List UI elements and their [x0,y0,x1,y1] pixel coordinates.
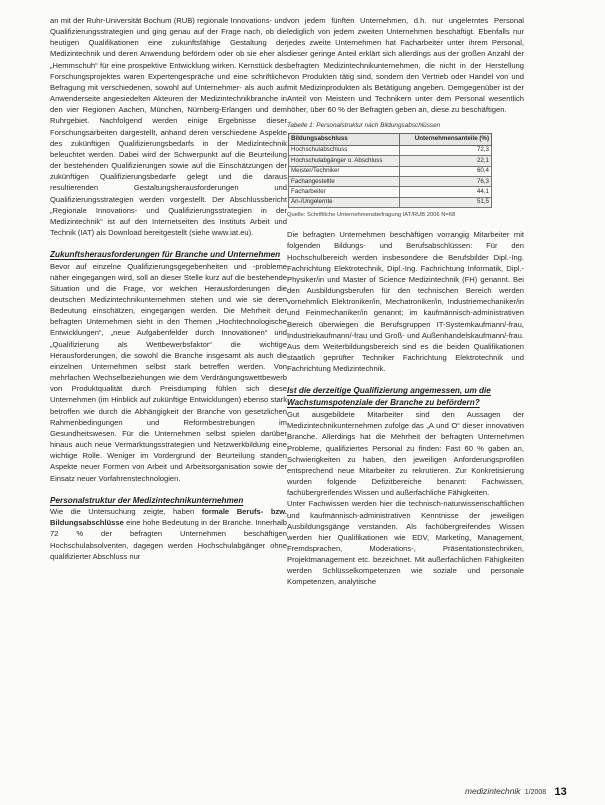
section-heading-personnel-structure: Personalstruktur der Medizintechnikunternehmen [50,495,244,505]
table-header-degree: Bildungsabschluss [289,134,400,145]
table-row [289,187,492,197]
personnel-text-2: eine hohe Bedeutung in der Branche. Innerhalb 72 % der befragten Unternehmen beschäftigen Hochschulabsolventen, dagegen werden Hochschulabgänger ohne qualifizierter Abschluss nur [50,518,287,561]
qualification-paragraph: Gut ausgebildete Mitarbeiter sind den Aussagen der Medizintechnikunternehmen zufolge das „A und O“ dieser innovativen Branche. Allerdings hat die Mehrheit der befragten Unternehmen Probleme, qualifiziertes Personal zu finden: Fast 60 % gaben an, Schwierigkeiten zu haben, den jeweiligen Anforderungsprofilen entsprechend neue Mitarbeiter zu rekrutieren. Zur Konkretisierung wurden folgende Defizitbereiche benannt: Fachwissen, fachübergreifendes Wissen und außerfachliche Fähigkeiten. [287,410,524,498]
staff-paragraph: von jedem fünften Unternehmen, d.h. nur ungelerntes Personal lediglich von jedem zweiten Unternehmen beschäftigt. Ebenfalls nur jedes zweite Unternehmen hat Facharbeiter unter ihrem Personal, dieser geringe Anteil erklärt sich allerdings aus der großen Anzahl der befragten Medizintechnikunternehmen, die nicht in der Herstellung von Produkten tätig sind, sondern den Vertrieb oder Handel von und mit Medizinprodukten als Betätigung angeben. Demgegenüber ist der Anteil von Meistern und Technikern unter dem Personal wesentlich höher, über 60 % der Befragten geben an, diese zu beschäftigen. [287,16,524,115]
table-row [289,145,492,155]
page-footer [465,786,567,798]
section-heading-challenges: Zukunftsherausforderungen für Branche und Unternehmen [50,250,281,260]
personnel-text-1: Wie die Untersuchung zeigte, haben [50,507,202,517]
degrees-paragraph: Die befragten Unternehmen beschäftigen vorrangig Mitarbeiter mit folgenden Bildungs- und Berufsabschlüssen: Für den Hochschulbereich werden insbesondere die Berufsbilder Dipl.-Ing. Fachrichtung Elektrotechnik, Dipl.-Ing. Fachrichtung Informatik, Dipl.-Physiker/in und Master of Science Medizintechnik (FH) genannt. Bei den Ausbildungsberufen für den technischen Bereich werden vornehmlich Elektroniker/in, Mechatroniker/in, Industriemechaniker/in und Feinmechaniker/in genannt; im kaufmännisch-administrativen Bereich überwiegen die Berufsgruppen IT-Systemkaufmann/-frau, Industriekaufmann/-frau und Groß- und Außenhandelskaufmann/-frau. Aus dem Weiterbildungsbereich sind es die beiden Qualifikationen staatlich geprüfter Techniker Fachrichtung Elektrotechnik und Fachrichtung Medizintechnik. [287,230,524,374]
table-source: Quelle: Schriftliche Unternehmensbefragung IAT/RUB 2006 N=68 [287,212,456,219]
table-header-share: Unternehmensanteile (%) [400,134,492,145]
knowledge-paragraph: Unter Fachwissen werden hier die technisch-naturwissenschaftlichen und kaufmännisch-administrativen Kenntnisse der jeweiligen Ausbildungsgänge verstanden. Als fachübergreifendes Wissen werden hier Qualifikationen wie EDV, Marketing, Management, Fremdsprachen, Moderations-, Präsentationstechniken, Projektmanagement etc. bezeichnet. Mit außerfachlichen Fähigkeiten werden Schlüsselkompetenzen wie soziale und personale Kompetenzen, analytische [287,499,524,587]
issue-number: 1/2008 [524,789,547,796]
personnel-table [288,133,492,208]
table-cell-degree: Hochschulabgänger o. Abschluss [289,156,400,166]
table-row [289,177,492,187]
table-row [289,197,492,207]
table-cell-share: 60,4 [400,166,492,176]
table-cell-degree: Facharbeiter [289,187,400,197]
right-column [287,15,524,588]
table-cell-degree: Meister/Techniker [289,166,400,176]
table-cell-share: 22,1 [400,156,492,166]
journal-name: medizintechnik [465,786,521,796]
table-cell-share: 72,3 [400,145,492,155]
table-cell-share: 76,3 [400,177,492,187]
personnel-keyword: formale Berufs- bzw. Bildungsabschlüsse [50,507,287,528]
table-row [289,156,492,166]
table-cell-share: 51,5 [400,197,492,207]
table-header-row [289,134,492,145]
page-number: 13 [554,786,567,798]
personnel-paragraph [50,506,287,562]
section-heading-qualification-question: Ist die derzeitige Qualifizierung angemessen, um die Wachstumspotenziale der Branche zu befördern? [287,386,491,407]
table-cell-degree: An-/Ungelernte [289,197,400,207]
table-cell-share: 44,1 [400,187,492,197]
table-cell-degree: Fachangestellte [289,177,400,187]
challenges-paragraph: Bevor auf einzelne Qualifizierungsgegebenheiten und -probleme näher eingegangen wird, soll an dieser Stelle kurz auf die bestehende Situation und die Frage, vor welchen Herausforderungen die deutschen Medizintechnikunternehmen stehen und wie sie deren Bedeutung einschätzen, eingegangen werden. Die Mehrheit der befragten Unternehmen sieht in den Themen „Hochtechnologische Entwicklungen“, „neue Aufgabenfelder durch Innovationen“ und „Qualifizierung als Wettbewerbsfaktor“ die wichtige Herausforderungen, die sowohl die Branche insgesamt als auch die einzelnen Unternehmen selbst stark betreffen werden. Von mehrfachen Wechselbeziehungen wie dem Verdrängungswettbewerb von Produktqualität durch Preisdumping fühlen sich diese Unternehmen (im Hinblick auf zukünftige Entwicklungen) ebenso stark betroffen wie durch die Abhängigkeit der Branche von gesetzlichen Rahmenbedingungen und Reformbestrebungen im Gesundheitswesen. Für die Unternehmen selbst spielen darüber hinaus auch neue Vermarktungsstrategien und Netzwerkbildung eine wichtige Rolle. Weniger im Vordergrund der Beurteilung standen Aspekte neuer Formen von Arbeit und Arbeitsorganisation sowie der Einsatz neuer Vorfahrenstechnologien. [50,261,287,483]
table-caption: Tabelle 1: Personalstruktur nach Bildungsabschlüssen [287,122,441,130]
table-cell-degree: Hochschulabschluss [289,145,400,155]
intro-paragraph: an mit der Ruhr-Universität Bochum (RUB) regionale Innovations- und Qualifizierungsstrategien und ging genau auf der Frage nach, ob die heutigen Qualifikationen eine zukunftsfähige Gestaltung der Medizintechnik und deren Anwendung befördern oder ob sie eher als „Hemmschuh“ für eine prospektive Entwicklung wirken. Kernstück des Forschungsprojektes waren Expertengespräche und eine schriftliche Befragung mit verschiedenen, sowohl auf Unternehmer- als auch auf Anwenderseite angesiedelten Akteuren der Medizintechnikbranche in den vier Regionen Aachen, München, Nürnberg-Erlangen und dem Ruhrgebiet. Nachfolgend werden einige Ergebnisse dieser Forschungsarbeiten dargestellt, anhand deren verschiedene Aspekte des zukünftigen Qualifizierungsbedarfs in der Medizintechnik beleuchtet werden. Dabei wird der Schwerpunkt auf die Beurteilung der bestehenden Qualifizierungen sowie auf die Einschätzungen der zukünftigen Qualifizierungsbedarfe gelegt und die daraus resultierenden Gestaltungsherausforderungen und Qualifizierungsstrategien werden vorgestellt. Der Abschlussbericht „Regionale Innovations- und Qualifizierungsstrategien in der Medizintechnik“ ist auf den Internetseiten des Instituts Arbeit und Technik (IAT) als Download bereitgestellt (siehe www.iat.eu). [50,16,287,237]
table-row [289,166,492,176]
left-column [50,15,287,562]
